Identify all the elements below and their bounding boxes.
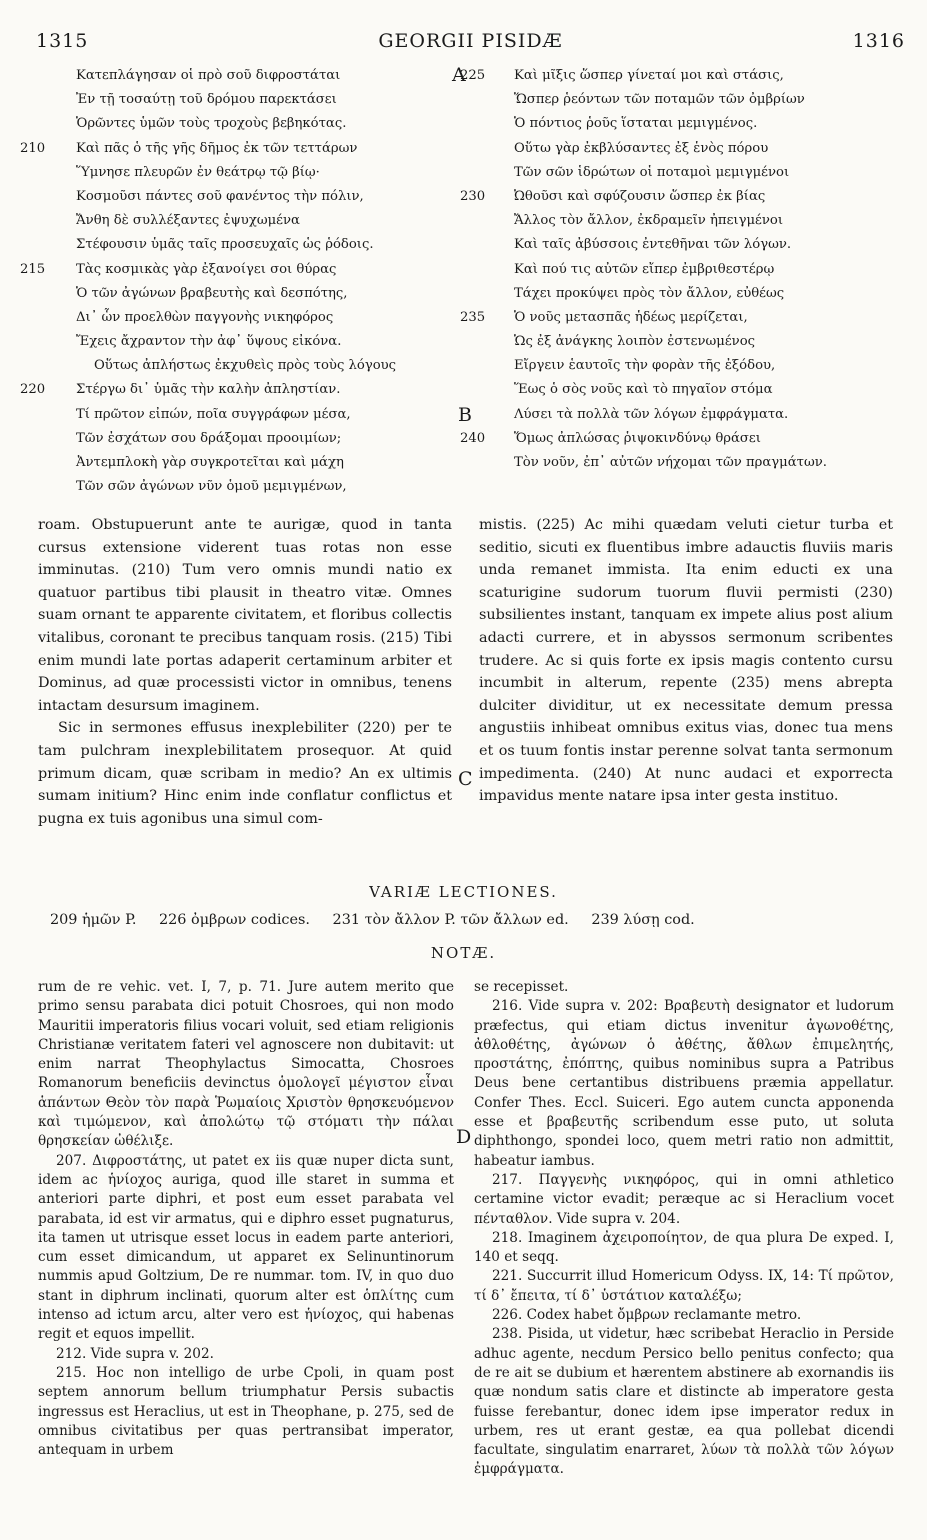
verse-text: Ὁρῶντες ὑμῶν τοὺς τροχοὺς βεβηκότας. [76, 116, 347, 132]
verse-text: Κοσμοῦσι πάντες σοῦ φανέντος τὴν πόλιν, [76, 188, 364, 204]
verse-line [32, 306, 472, 330]
verse-text: Τῶν ἐσχάτων σου δράξομαι προοιμίων; [76, 430, 342, 446]
variant-reading: 226 ὀμβρων codices. [159, 912, 310, 928]
latin-translation-right [479, 514, 893, 808]
verse-text: Στέργω δι᾽ ὑμᾶς τὴν καλὴν ἀπληστίαν. [76, 382, 341, 398]
verse-line [470, 209, 920, 233]
verse-text: Στέφουσιν ὑμᾶς ταῖς προσευχαῖς ὡς ῥόδοις. [76, 237, 374, 253]
verse-line [470, 330, 920, 354]
note-paragraph: 226. Codex habet ὄμβρων reclamante metro. [492, 1307, 802, 1324]
verse-line [460, 306, 920, 330]
variant-reading: 209 ἡμῶν P. [50, 912, 137, 928]
verse-line [470, 112, 920, 136]
verse-line [32, 403, 472, 427]
note-paragraph: 221. Succurrit illud Homericum Odyss. IX, 14: Τί πρῶτον, τί δ᾽ ἔπειτα, τί δ᾽ ὑστάτιον καταλέξω; [474, 1268, 894, 1304]
verse-text: Τῶν σῶν ἀγώνων νῦν ὁμοῦ μεμιγμένων, [76, 479, 347, 495]
verse-line [470, 88, 920, 112]
verse-text: Τὰς κοσμικὰς γὰρ ἐξανοίγει σοι θύρας [76, 261, 337, 277]
verse-line [32, 451, 472, 475]
variae-lectiones-heading: VARIÆ LECTIONES. [369, 883, 558, 901]
verse-text: Ἄνθη δὲ συλλέξαντες ἐψυχωμένα [76, 213, 300, 229]
verse-line [32, 88, 472, 112]
verse-number: 215 [20, 261, 46, 277]
verse-text: Ὠθοῦσι καὶ σφύζουσιν ὥσπερ ἐκ βίας [514, 188, 766, 204]
note-paragraph: se recepisset. [474, 979, 569, 995]
running-title: GEORGII PISIDÆ [378, 30, 563, 52]
variae-lectiones-line [50, 912, 713, 928]
margin-letter-c: C [458, 768, 473, 790]
verse-line [32, 112, 472, 136]
greek-verse-right-column [460, 64, 920, 475]
verse-text: Καὶ πού τις αὐτῶν εἴπερ ἐμβριθεστέρῳ [514, 261, 775, 277]
page-number-right: 1316 [852, 30, 905, 52]
verse-text: Καὶ μῖξις ὥσπερ γίνεταί μοι καὶ στάσις, [514, 68, 784, 83]
note-paragraph: 215. Hoc non intelligo de urbe Cpoli, in quam post septem annorum bellum triumphatur Persis subactis ingressus est Heraclius, ut est in Theophane, p. 275, sed de omnibus civitatibus per quas pertransibat imperator, antequam in urbem [38, 1364, 454, 1459]
verse-text: Ὁ πόντιος ῥοῦς ἵσταται μεμιγμένος. [514, 116, 758, 132]
verse-text: Ἐν τῇ τοσαύτῃ τοῦ δρόμου παρεκτάσει [76, 92, 337, 108]
note-paragraph: 217. Παγγενὴς νικηφόρος, qui in omni athletico certamine victor evadit; peræque ac si Heraclium vocet πένταθλον. Vide supra v. 204. [474, 1171, 894, 1227]
verse-line [460, 427, 920, 451]
verse-line [470, 451, 920, 475]
greek-verse-left-column [20, 64, 472, 499]
verse-line [32, 475, 472, 499]
verse-text: Ὡς ἐξ ἀνάγκης λοιπὸν ἐστενωμένος [514, 334, 756, 350]
verse-line [32, 64, 472, 88]
verse-number: 225 [460, 68, 486, 83]
verse-line [470, 161, 920, 185]
variant-reading: 231 τὸν ἄλλον P. τῶν ἄλλων ed. [332, 912, 569, 928]
note-paragraph: 207. Διφροστάτης, ut patet ex iis quæ nuper dicta sunt, idem ac ἡνίοχος auriga, quod ille staret in summa et anteriori parte diphri, et post eum esset parabata vel parabata, id est vir armatus, qui e diphro esset pugnaturus, ita tamen ut utrisque esset locus in eadem parte anteriori, cum esset dimicandum, ut apparet ex Selinuntinorum nummis apud Goltzium, De re nummar. tom. IV, in quo duo stant in diphrum inclinati, quorum alter est ὁπλίτης cum intenso ad ictum arcu, alter vero est ἡνίοχος, qui habenas regit et equos impellit. [38, 1152, 454, 1343]
verse-line [20, 137, 472, 161]
verse-text: Ὥσπερ ῥεόντων τῶν ποταμῶν τῶν ὀμβρίων [514, 92, 805, 108]
verse-text: Εἴργειν ἑαυτοῖς τὴν φορὰν τῆς ἐξόδου, [514, 358, 776, 374]
verse-line [32, 282, 472, 306]
verse-text: Ἕως ὁ σὸς νοῦς καὶ τὸ πηγαῖον στόμα [514, 382, 773, 398]
page-header [36, 30, 905, 64]
margin-letter-b: B [458, 404, 472, 426]
verse-line [470, 354, 920, 378]
note-paragraph: 238. Pisida, ut videtur, hæc scribebat Heraclio in Perside adhuc agente, necdum Persico bello penitus confecto; qua de re ait se dubium et hærentem abstinere ab exornandis iis quæ nondum satis clare et distincte ab imperatore gesta fuisse ferebantur, donec idem ipse imperator redux in urbem, res ut erant gestæ, ea qua pollebat dicendi facultate, singulatim enarraret, λύων τὰ πολλὰ τῶν λόγων ἐμφράγματα. [474, 1326, 894, 1478]
verse-line [20, 378, 472, 402]
verse-text: Τί πρῶτον εἰπών, ποῖα συγγράφων μέσα, [76, 406, 351, 422]
notae-heading: NOTÆ. [430, 944, 497, 962]
verse-number: 240 [460, 430, 486, 446]
verse-text: Ὅμως ἀπλώσας ῥιψοκινδύνῳ θράσει [514, 430, 761, 446]
notes-right-column [474, 978, 894, 1480]
verse-text: Ἀντεμπλοκὴ γὰρ συγκροτεῖται καὶ μάχη [76, 455, 344, 470]
verse-text: Ἄλλος τὸν ἄλλον, ἐκδραμεῖν ἠπειγμένοι [514, 213, 783, 229]
verse-line [32, 427, 472, 451]
variant-reading: 239 λύσῃ cod. [591, 912, 695, 928]
latin-translation-left [38, 514, 452, 830]
verse-text: Καὶ πᾶς ὁ τῆς γῆς δῆμος ἐκ τῶν τεττάρων [76, 140, 358, 156]
verse-text: Τάχει προκύψει πρὸς τὸν ἄλλον, εὐθέως [514, 285, 785, 301]
note-paragraph: 218. Imaginem ἀχειροποίητον, de qua plura De exped. I, 140 et seqq. [474, 1229, 894, 1266]
verse-line [470, 233, 920, 257]
verse-line [32, 233, 472, 257]
verse-text: Ὁ νοῦς μετασπᾶς ἡδέως μερίζεται, [514, 309, 748, 325]
verse-text: Τὸν νοῦν, ἐπ᾽ αὐτῶν νήχομαι τῶν πραγμάτων. [514, 455, 827, 470]
verse-line [32, 185, 472, 209]
verse-line [460, 185, 920, 209]
note-paragraph: rum de re vehic. vet. I, 7, p. 71. Jure autem merito que primo sensu parabata dici potuit Chosroes, qui non modo Mauritii imperatoris filius vocari voluit, sed etiam religionis Christianæ veritatem fateri vel agnoscere non dubitavit: ut enim narrat Theophylactus Simocatta, Chosroes Romanorum beneficiis devinctus ὁμολογεῖ μέγιστον εἶναι ἁπάντων Θεὸν τὸν παρὰ Ῥωμαίοις Χριστὸν θρησκευόμενον καὶ τιμώμενον, καὶ ἀπολώτῳ τῷ στόματι τὴν πάλαι θρησκείαν ὠθέλιξε. [38, 979, 454, 1150]
verse-text: Κατεπλάγησαν οἱ πρὸ σοῦ διφροστάται [76, 68, 341, 83]
verse-text: Καὶ ταῖς ἀβύσσοις ἐντεθῆναι τῶν λόγων. [514, 237, 792, 253]
verse-line [470, 258, 920, 282]
note-paragraph: 212. Vide supra v. 202. [56, 1345, 214, 1362]
latin-paragraph: Sic in sermones effusus inexplebiliter (220) per te tam pulchram inexplebilitatem prosequor. At quid primum dicam, quæ scribam in medio? An ex ultimis sumam initium? Hinc enim inde conflatur conflictus et pugna ex tuis agonibus una simul com- [38, 720, 452, 827]
verse-line [460, 64, 920, 88]
verse-line [470, 403, 920, 427]
verse-text: Τῶν σῶν ἱδρώτων οἱ ποταμοὶ μεμιγμένοι [514, 164, 790, 180]
verse-line [32, 330, 472, 354]
verse-number: 220 [20, 382, 46, 398]
margin-letter-d: D [456, 1126, 472, 1148]
verse-text: Ὕμνησε πλευρῶν ἐν θεάτρῳ τῷ βίῳ· [76, 164, 320, 180]
verse-text: Δι᾽ ὧν προελθὼν παγγονὴς νικηφόρος [76, 309, 334, 325]
verse-number: 235 [460, 309, 486, 325]
page-number-left: 1315 [36, 30, 89, 52]
verse-text: Οὕτω γὰρ ἐκβλύσαντες ἐξ ἑνὸς πόρου [514, 140, 769, 156]
verse-line [470, 378, 920, 402]
latin-paragraph: mistis. (225) Ac mihi quædam veluti cietur turba et seditio, sicuti ex fluentibus imbre adauctis fluviis maris unda remanet immista. Ita enim educti ex una scaturigine sudorum tuorum fluvii permisti (230) subsilientes instant, tanquam ex impete alius post alium adacti currere, et in abyssos sermonum scribentes trudere. Ac si quis forte ex ipsis magis contento cursu incumbit in alterum, repente (235) mens abrepta dulciter dividitur, ut ex necessitate demum pressa angustiis inhibeat omnibus exitus vias, donec tua mens et os tuum fontis instar perenne solvat tanta sermonum impedimenta. (240) At nunc audaci et exporrecta impavidus mente natare ipsa inter gesta instituo. [479, 517, 893, 805]
margin-letter-a: A [452, 64, 466, 86]
verse-text: Ὁ τῶν ἀγώνων βραβευτὴς καὶ δεσπότης, [76, 285, 348, 301]
latin-paragraph: roam. Obstupuerunt ante te aurigæ, quod in tanta cursus extensione viderent tuas rotas non esse imminutas. (210) Tum vero omnis mundi natio ex quatuor partibus tibi plausit in theatro vitæ. Omnes suam ornant te apparente civitatem, et floribus collectis vitalibus, coronant te precibus tanquam rosis. (215) Tibi enim mundi late portas adaperit certaminum arbiter et Dominus, ad quæ processisti victor in omnibus, tenens intactam desursum imaginem. [38, 517, 452, 714]
verse-line [20, 258, 472, 282]
verse-line [32, 354, 472, 378]
verse-number: 210 [20, 140, 46, 156]
verse-line [470, 137, 920, 161]
verse-line [32, 209, 472, 233]
notes-left-column [38, 978, 454, 1460]
verse-line [470, 282, 920, 306]
verse-text: Ἔχεις ἄχραντον τὴν ἀφ᾽ ὕψους εἰκόνα. [76, 334, 342, 350]
verse-text: Λύσει τὰ πολλὰ τῶν λόγων ἐμφράγματα. [514, 406, 789, 422]
note-paragraph: 216. Vide supra v. 202: Βραβευτὴ designator et ludorum præfectus, qui etiam dictus invenitur ἀγωνοθέτης, ἀθλοθέτης, ἀγώνων ὁ ἀθέτης, ἄθλων ἐπιμελητής, προστάτης, ἐπόπτης, quibus nominibus supra a Patribus Deus bene certantibus distribuens præmia appellatur. Confer Thes. Eccl. Suiceri. Ego autem cuncta apponenda esse et βραβευτῆς scribendum esse puto, ut soluta diphthongo, spondei loco, quem metri ratio non admittit, habeatur iambus. [474, 998, 894, 1169]
verse-line [32, 161, 472, 185]
verse-number: 230 [460, 188, 486, 204]
verse-text: Οὕτως ἀπλήστως ἐκχυθεὶς πρὸς τοὺς λόγους [94, 358, 397, 374]
